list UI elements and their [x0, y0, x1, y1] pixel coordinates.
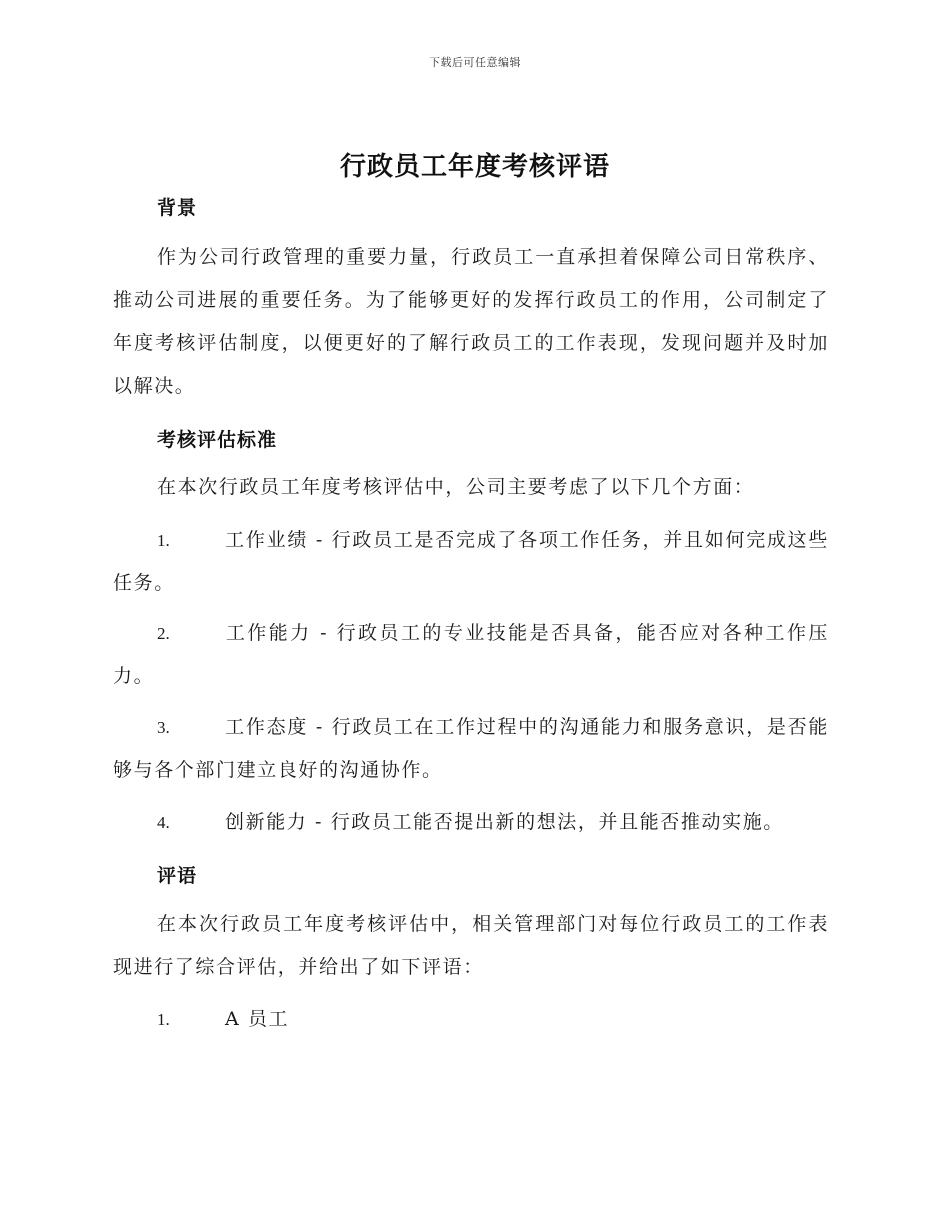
list-text: 工作业绩 - 行政员工是否完成了各项工作任务，并且如何完成这些任务。: [113, 529, 829, 594]
section-heading-background: 背景: [157, 197, 198, 219]
section-heading-criteria: 考核评估标准: [157, 429, 278, 451]
list-text: 工作能力 - 行政员工的专业技能是否具备，能否应对各种工作压力。: [113, 622, 829, 687]
list-text: 工作态度 - 行政员工在工作过程中的沟通能力和服务意识，是否能够与各个部门建立良好的沟通协作。: [113, 716, 829, 781]
criteria-list-item: [113, 519, 829, 605]
page-header-note: 下载后可任意编辑: [429, 56, 521, 69]
criteria-list-item: [113, 612, 829, 698]
list-text: 创新能力 - 行政员工能否提出新的想法，并且能否推动实施。: [225, 811, 784, 833]
list-text: A 员工: [225, 1008, 290, 1030]
section-heading-comments: 评语: [157, 865, 198, 887]
background-paragraph: 作为公司行政管理的重要力量，行政员工一直承担着保障公司日常秩序、推动公司进展的重要任务。为了能够更好的发挥行政员工的作用，公司制定了年度考核评估制度，以便更好的了解行政员工的工作表现，发现问题并及时加以解决。: [113, 246, 829, 397]
criteria-intro: 在本次行政员工年度考核评估中，公司主要考虑了以下几个方面：: [157, 476, 755, 498]
list-number: 3.: [157, 718, 170, 737]
list-number: 1.: [157, 531, 170, 550]
document-title: 行政员工年度考核评语: [339, 152, 610, 182]
comments-list-item: [113, 998, 829, 1041]
comments-intro: 在本次行政员工年度考核评估中，相关管理部门对每位行政员工的工作表现进行了综合评估，并给出了如下评语：: [113, 913, 829, 978]
criteria-list-item: [113, 801, 829, 844]
list-number: 2.: [157, 624, 170, 643]
criteria-list-item: [113, 706, 829, 792]
list-number: 4.: [157, 813, 170, 832]
list-number: 1.: [157, 1010, 170, 1029]
